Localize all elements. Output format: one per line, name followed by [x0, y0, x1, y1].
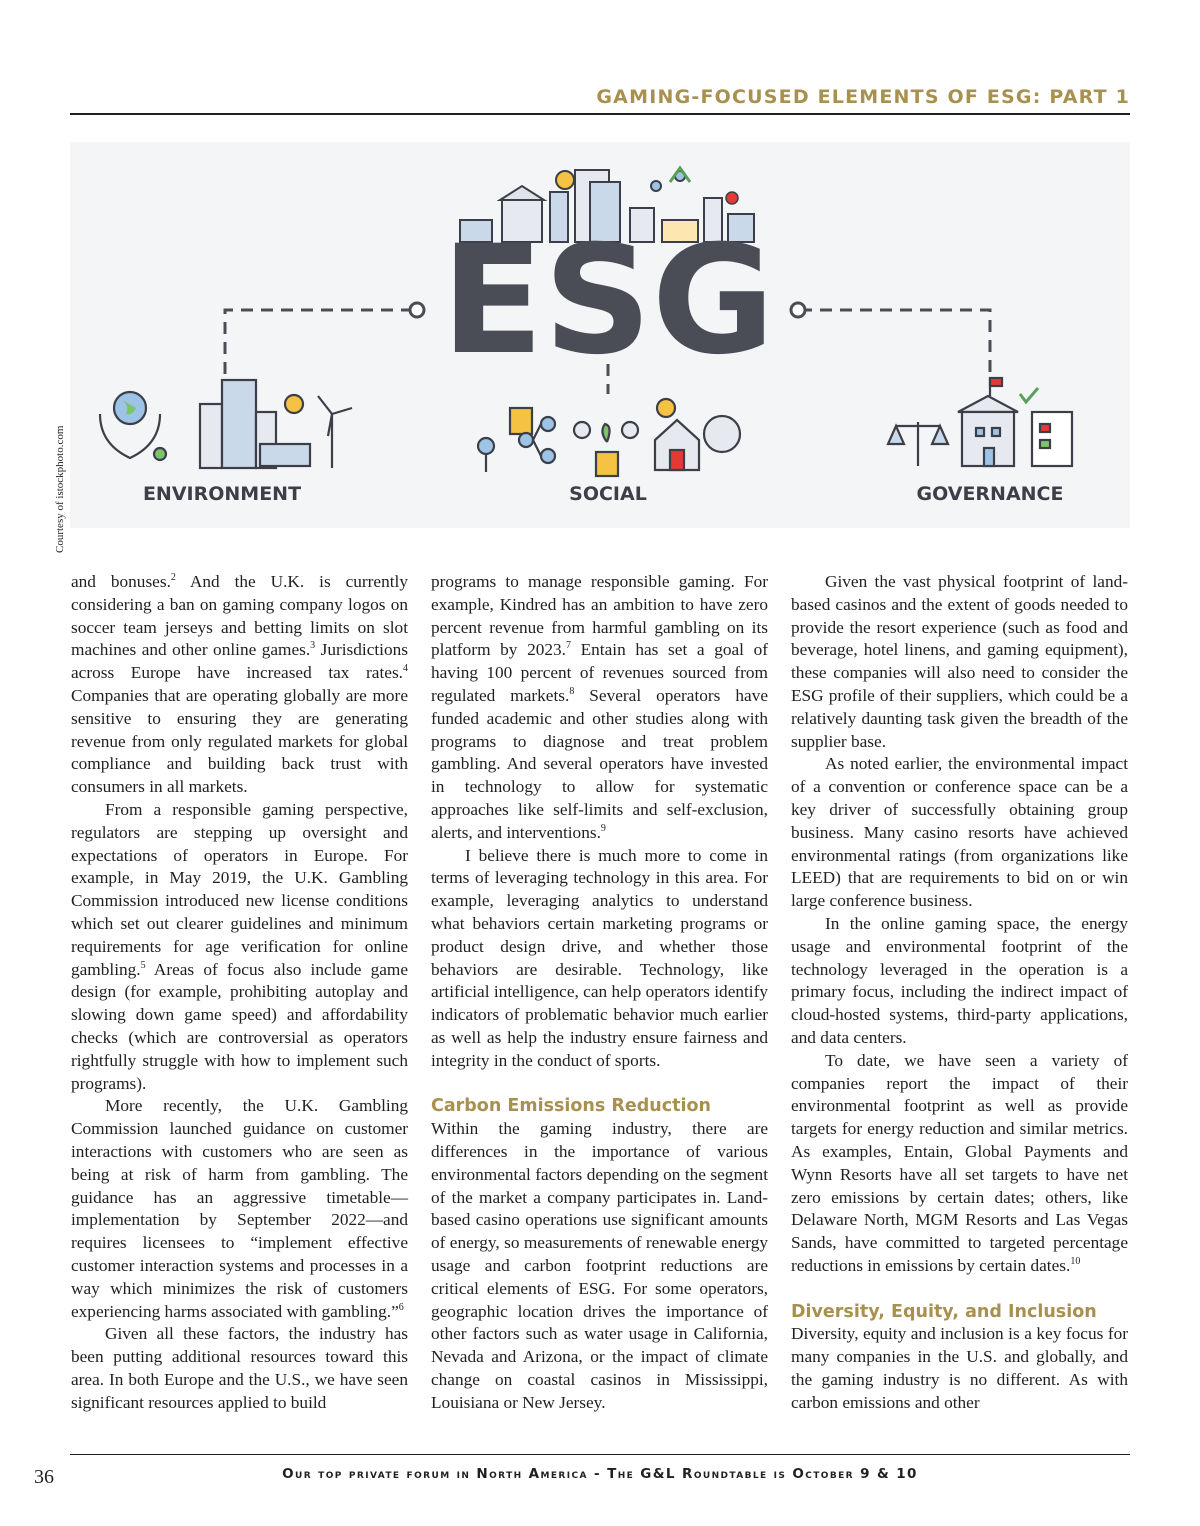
column-2 [431, 571, 768, 1414]
paragraph: programs to manage responsible gaming. For example, Kindred has an ambition to have zero percent revenue from harmful gambling on its platform by 2023.$^7$ Entain has set a goal of having 100 percent of revenues sourced from regulated markets.$^8$ Several operators have funded academic and other studies along with programs to diagnose and treat problem gambling. And several operators have invested in technology to allow for systematic approaches like self-limits and self-exclusion, alerts, and interventions.$^9$ [431, 572, 769, 842]
paragraph: and bonuses.$^2$ And the U.K. is currently considering a ban on gaming company logos on soccer team jerseys and betting limits on slot machines and other online games.$^3$ Jurisdictions across Europe have increased tax rates.$^4$ Companies that are operating globally are more sensitive to ensuring they are generating revenue from only regulated markets for global compliance and building back trust with consumers in all markets. [71, 572, 408, 797]
page-number: 36 [34, 1466, 54, 1488]
section-heading: Carbon Emissions Reduction [431, 1096, 711, 1117]
footer-banner: Our top private forum in North America - The G&L Roundtable is October 9 & 10 [282, 1466, 918, 1482]
paragraph: More recently, the U.K. Gambling Commission launched guidance on customer interactions with customers who are seen as being at risk of harm from gambling. The guidance has an aggressive timetable—implementation by September 2022—and requires licensees to “implement effective customer interaction systems and processes in a way which minimizes the risk of customers experiencing harms associated with gambling.”$^6$ [71, 1096, 408, 1321]
header-rule [70, 113, 1130, 115]
paragraph: From a responsible gaming perspective, regulators are stepping up oversight and expectations of operators in Europe. For example, in May 2019, the U.K. Gambling Commission introduced new license conditions which set out clearer guidelines and minimum requirements for age verification for online gambling.$^5$ Areas of focus also include game design (for example, prohibiting autoplay and slowing down game speed) and affordability checks (which are controversial as operators rightfully struggle with how to implement such programs). [71, 799, 408, 1093]
governance-label: GOVERNANCE [916, 483, 1064, 505]
esg-illustration [70, 142, 1130, 528]
section-heading: Diversity, Equity, and Inclusion [791, 1301, 1097, 1322]
paragraph: To date, we have seen a variety of companies report the impact of their environmental footprint as well as provide targets for energy reduction and similar metrics. As examples, Entain, Global Payments and Wynn Resorts have all set targets to have net zero emissions by certain dates; others, like Delaware North, MGM Resorts and Las Vegas Sands, have committed to targeted percentage reductions in emissions by certain dates.$^{10}$ [791, 1050, 1128, 1275]
paragraph: In the online gaming space, the energy usage and environmental footprint of the technology leveraged in the operation is a primary focus, including the indirect impact of cloud-hosted systems, third-party applications, and data centers. [791, 913, 1128, 1047]
social-icon [478, 399, 740, 476]
column-3 [791, 571, 1128, 1414]
paragraph: Given the vast physical footprint of land-based casinos and the extent of goods needed to provide the resort experience (such as food and beverage, hotel linens, and gaming equipment), these companies will also need to consider the ESG profile of their suppliers, which could be a relatively daunting task given the breadth of the supplier base. [791, 572, 1128, 751]
paragraph: Diversity, equity and inclusion is a key focus for many companies in the U.S. and globally, and the gaming industry is no different. As with carbon emissions and other [791, 1324, 1128, 1412]
esg-title: ESG [441, 214, 775, 388]
paragraph: I believe there is much more to come in terms of leveraging technology in this area. For example, leveraging analytics to understand what behaviors certain marketing programs or product design drive, and whether those behaviors are desirable. Technology, like artificial intelligence, can help operators identify indicators of problematic behavior much earlier as well as help the industry ensure fairness and integrity in the conduct of sports. [431, 845, 768, 1070]
column-1 [71, 571, 408, 1414]
environment-icon [100, 380, 352, 468]
running-header: GAMING-FOCUSED ELEMENTS OF ESG: PART 1 [596, 86, 1130, 108]
paragraph: Within the gaming industry, there are differences in the importance of various environmental factors depending on the segment of the market a company participates in. Land-based casino operations use significant amounts of energy, so measurements of renewable energy usage and carbon footprint reductions are critical elements of ESG. For some operators, geographic location drives the importance of other factors such as water usage in California, Nevada and Arizona, or the impact of climate change on coastal casinos in Mississippi, Louisiana or New Jersey. [431, 1119, 768, 1412]
image-credit: Courtesy of istockphoto.com [54, 425, 66, 553]
footer-rule [70, 1454, 1130, 1455]
environment-label: ENVIRONMENT [142, 483, 302, 505]
paragraph: Given all these factors, the industry has been putting additional resources toward this area. In both Europe and the U.S., we have seen significant resources applied to build [71, 1324, 408, 1412]
governance-icon [888, 378, 1072, 466]
social-label: SOCIAL [569, 483, 647, 505]
paragraph: As noted earlier, the environmental impact of a convention or conference space can be a key driver of successfully obtaining group business. Many casino resorts have achieved environmental ratings (from organizations like LEED) that are requirements to bid on or win large conference business. [791, 754, 1128, 911]
